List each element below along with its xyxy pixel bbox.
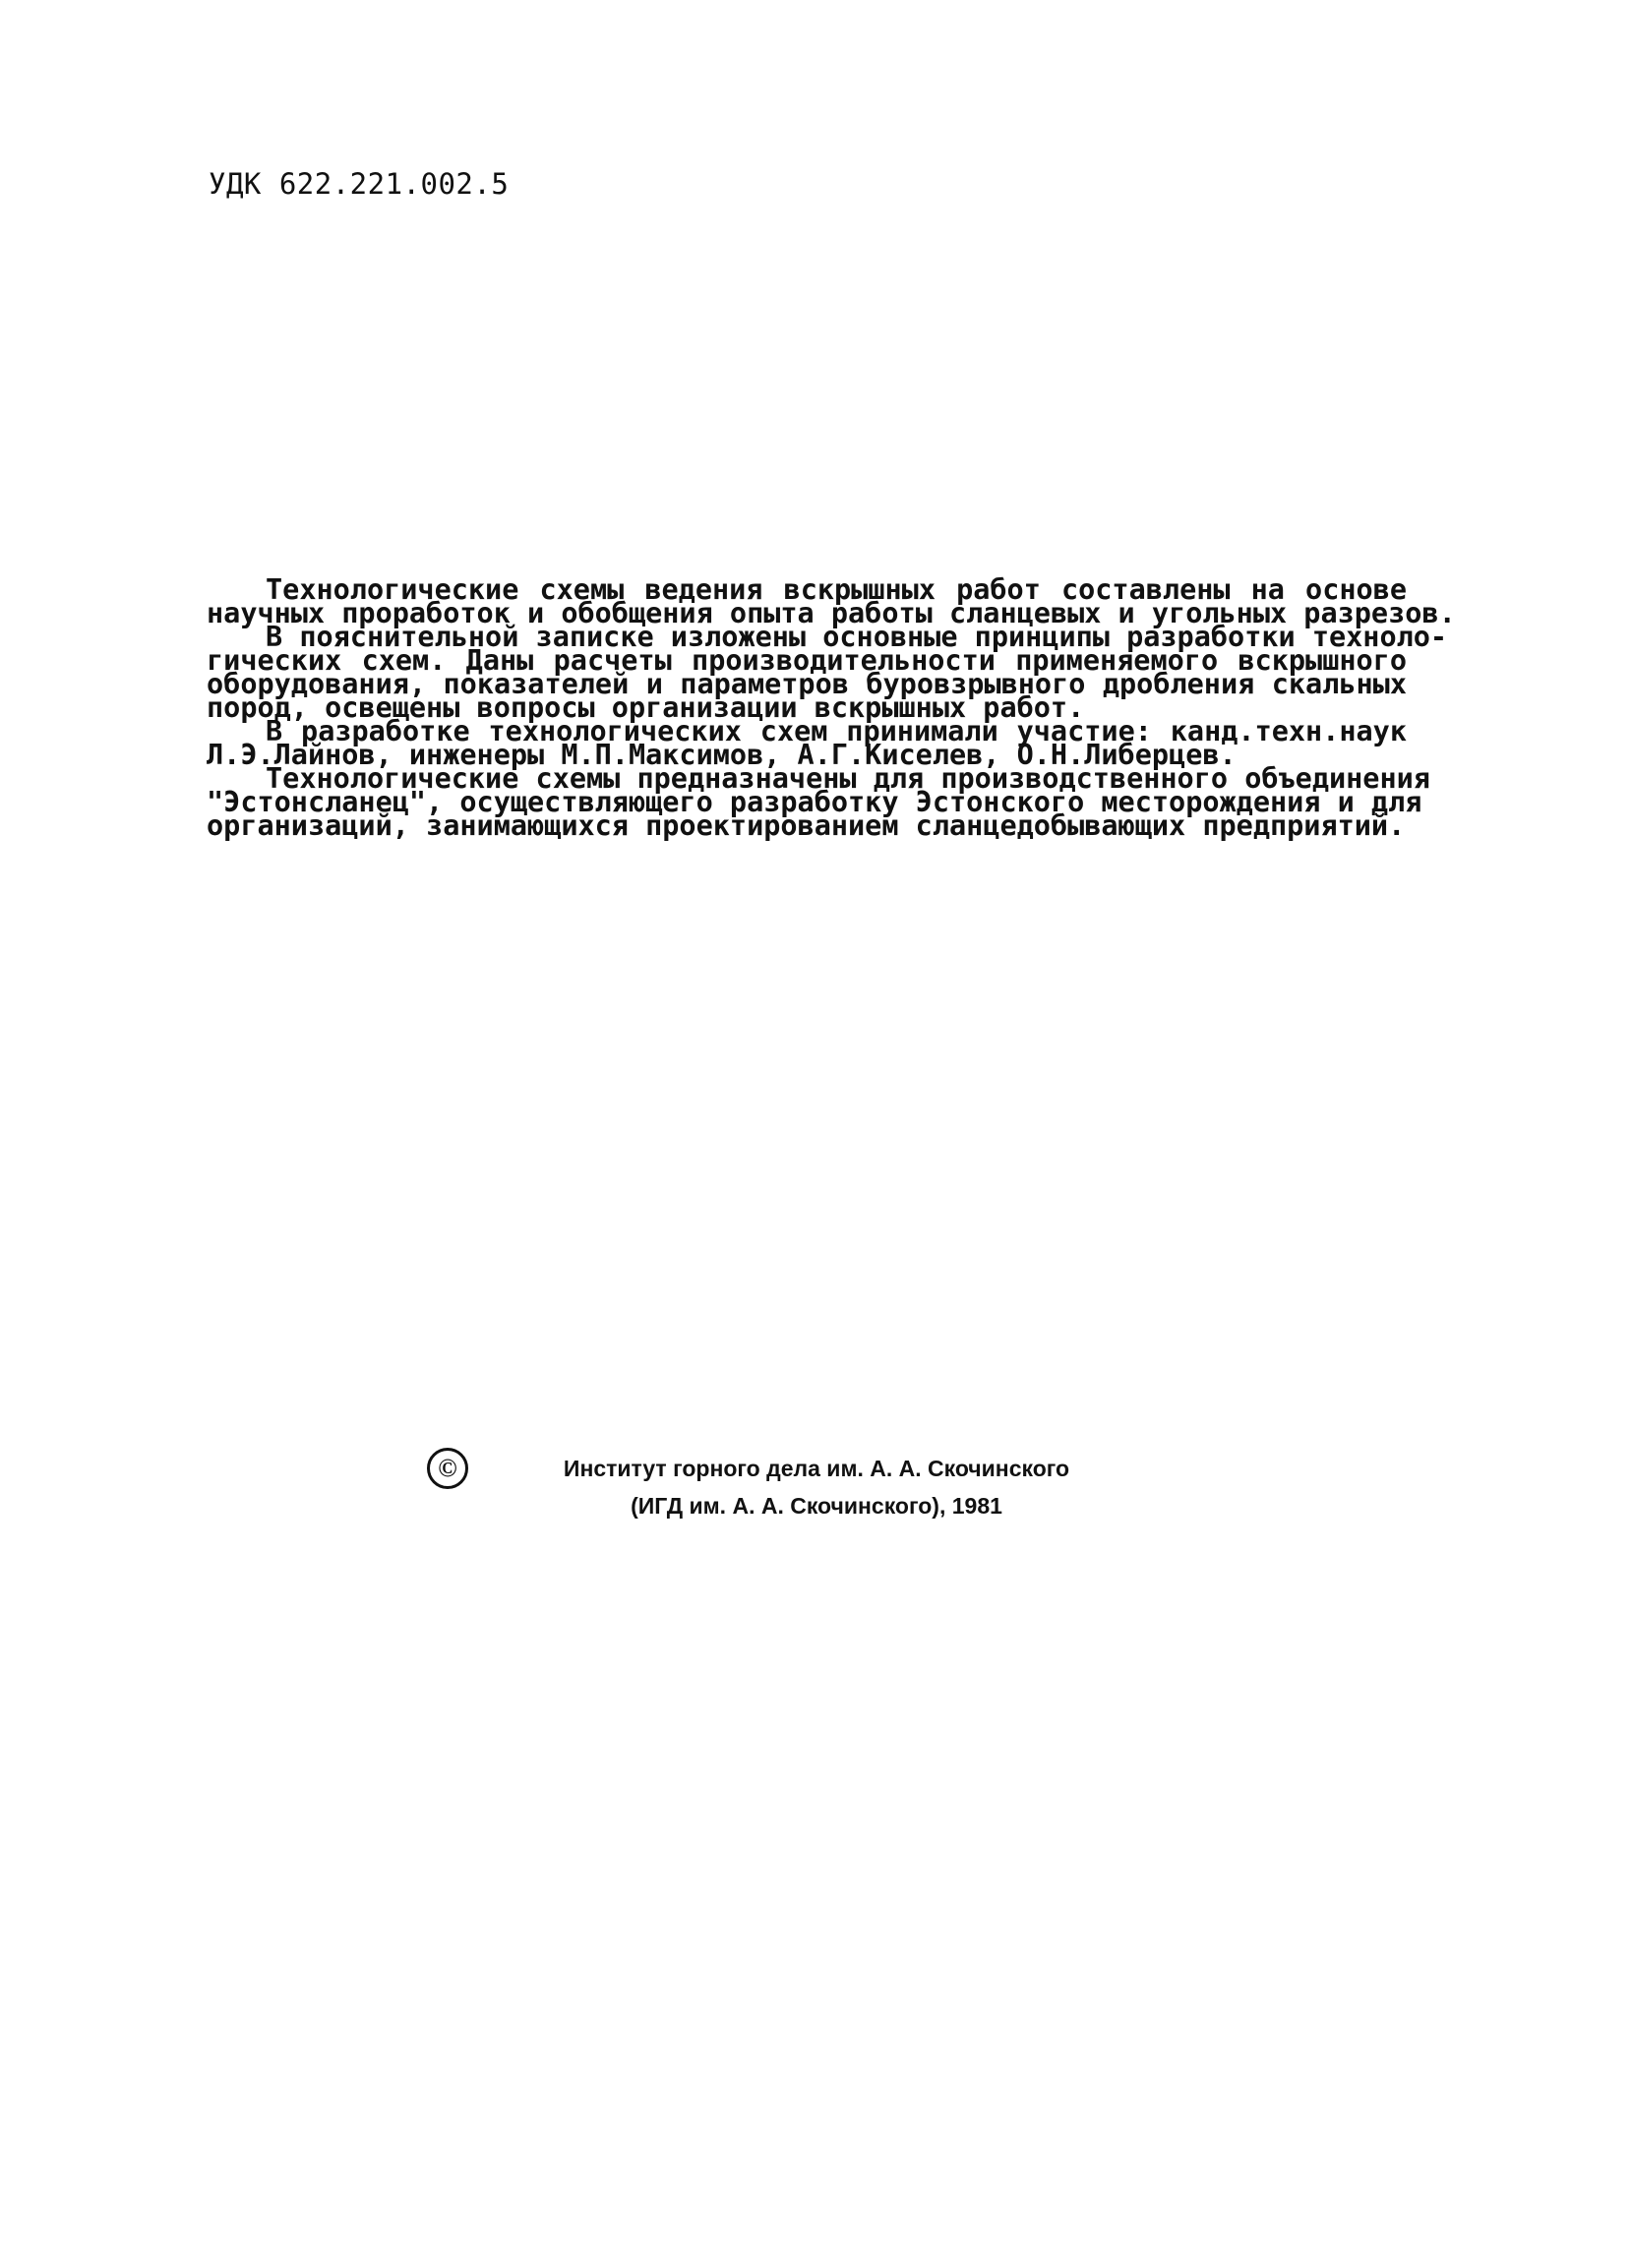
abstract-line: "Эстонсланец", осуществляющего разработку Эстонского месторождения и для	[207, 786, 1422, 818]
abstract-line: гических схем. Даны расчеты производительности применяемого вскрышного	[207, 644, 1407, 677]
copyright-symbol: ©	[427, 1448, 468, 1489]
abstract-line: пород, освещены вопросы организации вскрышных работ.	[207, 691, 1085, 724]
abstract-line: организаций, занимающихся проектированием сланцедобывающих предприятий.	[207, 809, 1406, 842]
abstract-line: Технологические схемы ведения вскрышных работ составлены на основе	[266, 573, 1407, 606]
abstract-line: оборудования, показателей и параметров буровзрывного дробления скальных	[207, 668, 1407, 700]
abstract-line: В разработке технологических схем принимали участие: канд.техн.наук	[266, 715, 1407, 747]
copyright-notice	[521, 1450, 1112, 1524]
institute-abbrev-year: (ИГД им. А. А. Скочинского), 1981	[631, 1493, 1002, 1519]
abstract-line: Технологические схемы предназначены для производственного объединения	[266, 762, 1430, 795]
abstract-line: В пояснительной записке изложены основные принципы разработки техноло-	[266, 621, 1448, 653]
abstract-text	[207, 573, 1456, 842]
udk-code: УДК 622.221.002.5	[209, 167, 510, 201]
institute-name: Институт горного дела им. А. А. Скочинского	[563, 1456, 1070, 1481]
abstract-line: Л.Э.Лайнов, инженеры М.П.Максимов, А.Г.Киселев, О.Н.Либерцев.	[207, 739, 1237, 771]
abstract-line: научных проработок и обобщения опыта работы сланцевых и угольных разрезов.	[207, 597, 1456, 629]
